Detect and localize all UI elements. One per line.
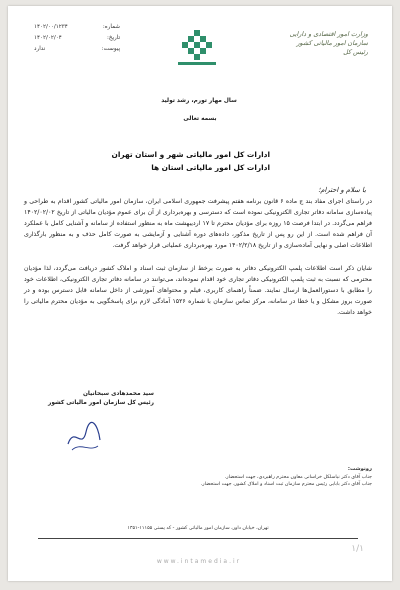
signatory-name: سید محمدهادی سبحانیان xyxy=(82,391,154,397)
signature-scribble-icon xyxy=(64,420,104,456)
addressee-line-2: ادارات کل امور مالیاتی استان ها xyxy=(151,163,270,172)
date-value: ۱۴۰۲/۰۲/۰۴ xyxy=(34,35,62,41)
signature-block xyxy=(34,390,154,408)
attachment-label: پیوست: xyxy=(101,46,120,52)
cc-line-2: جناب آقای دکتر بابایی رئیس محترم سازمان ثبت اسناد و املاک کشور، جهت استحضار. xyxy=(200,482,372,487)
page-mark: ۱/۱ xyxy=(351,544,364,554)
body-paragraph-2: شایان ذکر است اطلاعات پلمپ الکترونیکی دفاتر به صورت برخط از سازمان ثبت اسناد و املاک کشور دریافت می‌گردد، لذا مؤدیان محترمی که نسبت به ثبت پلمپ الکترونیکی دفاتر تجاری خود اقدام نموده‌اند، می‌توانند در سامانه دفاتر تجاری الکترونیکی، اطلاعات خود را مطابق با دستورالعمل‌ها ارسال نمایند. ضمناً راهنمای کاربری، فیلم و محتواهای آموزشی از داخل سامانه قابل دسترس بوده و در صورت بروز مشکل و یا خطا در سامانه، مرکز تماس سازمان با شماره ۱۵۲۶ آمادگی لازم برای پاسخگویی به مؤدیان محترم مالیاتی را خواهد داشت. xyxy=(24,265,372,316)
cc-block xyxy=(92,466,372,489)
number-value: ۱۴۰۲/۰۰/۱۲۳۴ xyxy=(34,24,68,30)
letterhead-office: رئیس کل xyxy=(343,48,368,56)
letterhead xyxy=(278,30,368,57)
letter-sheet xyxy=(8,6,392,581)
year-motto: سال مهار تورم، رشد تولید xyxy=(161,98,237,104)
footer-divider xyxy=(38,538,358,539)
tax-organization-logo-icon xyxy=(174,28,220,68)
body-paragraph-1: در راستای اجرای مفاد بند ج ماده ۶ قانون برنامه هفتم پیشرفت جمهوری اسلامی ایران، سازمان امور مالیاتی کشور اقدام به طراحی و پیاده‌سازی سامانه دفاتر تجاری الکترونیکی نموده است که دسترسی و بهره‌برداری از آن برای عموم مؤدیان مالیاتی از تاریخ ۱۴۰۲/۰۲/۰۲ فراهم می‌گردد. در ابتدا فرصت ۱۵ روزه برای مؤدیان محترم تا ۱۷ اردیبهشت ماه به منظور استفاده از سامانه و آشنایی کامل با عملکرد آن فراهم شده است. از این رو پس از تاریخ مذکور، داده‌های دوره آشنایی و آزمایشی به صورت کامل حذف و به منظور بارگذاری اطلاعات اصلی و نهایی آماده‌سازی و از تاریخ ۱۴۰۲/۲/۱۸ مورد بهره‌برداری عملیاتی قرار خواهد گرفت. xyxy=(24,198,372,249)
attachment-value: ندارد xyxy=(34,46,46,52)
letterhead-organization: سازمان امور مالیاتی کشور xyxy=(296,39,368,47)
cc-line-1: جناب آقای دکتر نیاسلکل خراسانی معاون محترم راهبردی، جهت استحضار. xyxy=(224,474,372,480)
letter-body xyxy=(24,196,372,330)
letterhead-ministry: وزارت امور اقتصادی و دارایی xyxy=(289,30,368,38)
salutation: با سلام و احترام؛ xyxy=(318,186,366,194)
addressee-line-1: ادارات کل امور مالیاتی شهر و استان تهران xyxy=(111,150,270,159)
date-label: تاریخ: xyxy=(106,35,120,41)
letter-meta xyxy=(34,22,120,55)
watermark-site: www.intamedia.ir xyxy=(156,558,242,565)
addressee-block xyxy=(100,148,270,174)
basmala: بسمه تعالی xyxy=(183,116,217,122)
number-label: شماره: xyxy=(102,24,120,30)
signatory-title: رئیس کل سازمان امور مالیاتی کشور xyxy=(48,400,154,406)
footer-address: تهران، خیابان داور، سازمان امور مالیاتی کشور - کد پستی ۱۱۱۵۵-۱۳۵۱ xyxy=(127,526,269,531)
cc-title: رونوشت: xyxy=(347,466,372,472)
